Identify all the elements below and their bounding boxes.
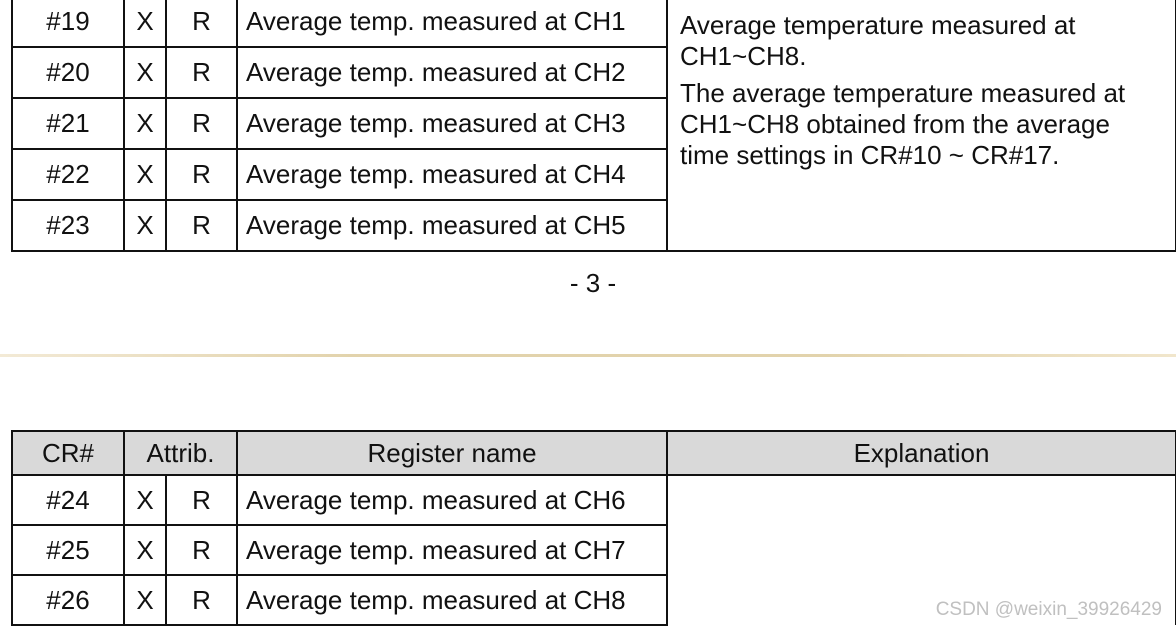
attrib-cell: X — [124, 575, 166, 625]
explanation-paragraph — [680, 10, 1165, 72]
cr-number-cell: #19 — [12, 0, 124, 47]
header-explanation: Explanation — [667, 431, 1176, 475]
cr-number-cell: #20 — [12, 47, 124, 98]
attrib-cell: R — [166, 200, 237, 251]
cr-number-cell: #24 — [12, 475, 124, 525]
register-table-lower — [11, 430, 1176, 626]
register-name-cell: Average temp. measured at CH3 — [237, 98, 667, 149]
register-name-cell: Average temp. measured at CH6 — [237, 475, 667, 525]
cr-number-cell: #22 — [12, 149, 124, 200]
cr-number-cell: #23 — [12, 200, 124, 251]
cr-number-cell: #21 — [12, 98, 124, 149]
header-attrib: Attrib. — [124, 431, 237, 475]
attrib-cell: X — [124, 149, 166, 200]
explanation-line: CH1~CH8 obtained from the average — [680, 109, 1110, 139]
register-table-upper — [11, 0, 1176, 252]
attrib-cell: X — [124, 98, 166, 149]
explanation-line: CH1~CH8. — [680, 41, 807, 71]
register-name-cell: Average temp. measured at CH2 — [237, 47, 667, 98]
attrib-cell: X — [124, 0, 166, 47]
register-name-cell: Average temp. measured at CH7 — [237, 525, 667, 575]
attrib-cell: X — [124, 525, 166, 575]
explanation-line: The average temperature measured at — [680, 78, 1126, 108]
page-divider — [0, 354, 1176, 357]
header-cr: CR# — [12, 431, 124, 475]
explanation-cell — [667, 0, 1176, 251]
register-name-cell: Average temp. measured at CH8 — [237, 575, 667, 625]
register-name-cell: Average temp. measured at CH5 — [237, 200, 667, 251]
explanation-paragraph — [680, 78, 1165, 171]
register-name-cell: Average temp. measured at CH4 — [237, 149, 667, 200]
explanation-line: time settings in CR#10 ~ CR#17. — [680, 140, 1060, 170]
attrib-cell: X — [124, 200, 166, 251]
table-header-row — [12, 431, 1176, 475]
cr-number-cell: #25 — [12, 525, 124, 575]
table-row — [12, 475, 1176, 525]
attrib-cell: X — [124, 475, 166, 525]
attrib-cell: R — [166, 475, 237, 525]
register-name-cell: Average temp. measured at CH1 — [237, 0, 667, 47]
watermark: CSDN @weixin_39926429 — [935, 599, 1162, 620]
header-register-name: Register name — [237, 431, 667, 475]
attrib-cell: X — [124, 47, 166, 98]
attrib-cell: R — [166, 0, 237, 47]
attrib-cell: R — [166, 47, 237, 98]
table-row — [12, 0, 1176, 47]
attrib-cell: R — [166, 575, 237, 625]
attrib-cell: R — [166, 525, 237, 575]
explanation-line: Average temperature measured at — [680, 10, 1076, 40]
cr-number-cell: #26 — [12, 575, 124, 625]
attrib-cell: R — [166, 149, 237, 200]
attrib-cell: R — [166, 98, 237, 149]
page-number: - 3 - — [569, 268, 617, 298]
